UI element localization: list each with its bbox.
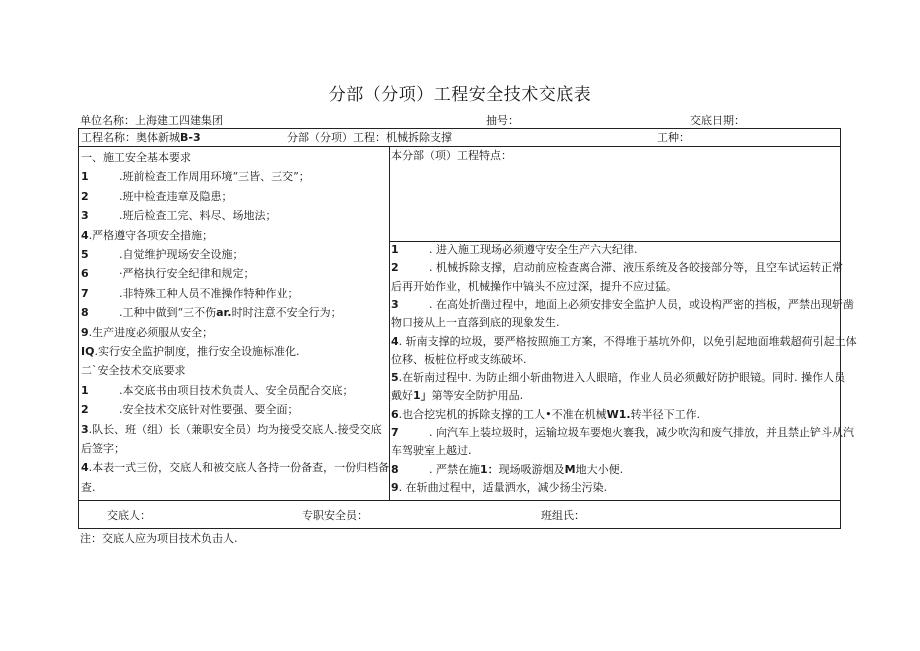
list-item: [391, 408, 700, 422]
row-divider: [79, 146, 840, 147]
item-number: 8: [81, 306, 89, 320]
item-text: .非特殊工种人员不准操作特种作业；: [119, 286, 299, 300]
list-item: [81, 267, 255, 281]
footnote: 注：交底人应为项目技术负击人.: [80, 532, 238, 545]
list-item: [391, 444, 472, 458]
item-bold-text: M: [564, 462, 576, 476]
item-text: 物口接从上一直落到底的现象发生.: [391, 316, 560, 330]
list-item: [81, 384, 354, 398]
item-text: . 斩南支撑的垃圾，要严格按照施工方案，不得堆于基坑外仰，以免引起地面堆载超荷引起土体: [398, 334, 857, 348]
list-item: [391, 463, 623, 477]
item-number: 3: [81, 422, 89, 436]
item-text: 戴好: [391, 389, 413, 403]
item-bold-text: ar.: [216, 306, 232, 320]
item-text: . 在斩曲过程中，适量洒水，减少扬尘污染.: [398, 480, 608, 494]
list-item: [81, 151, 191, 165]
list-item: [391, 371, 845, 385]
row-divider: [79, 500, 840, 501]
item-text-cont: 地大小便.: [575, 462, 624, 476]
item-text-cont: 时时注意不安全行为；: [231, 306, 342, 320]
item-number: 7: [81, 286, 89, 300]
item-text: .在斩南过程中. 为防止细小斩曲物进入人眼暗，作业人员必须戴好防护眼镜。同时. 操作人员: [398, 371, 846, 385]
item-text: 位移、板桩位杼或支练破坏.: [391, 352, 527, 366]
number-label: 抽号：: [486, 114, 519, 127]
item-text: ·严格执行安全纪律和规定；: [119, 267, 255, 281]
item-text: .本表一式三份，交底人和被交底人各持一份备查，一份归档备: [88, 461, 390, 475]
list-item: [391, 298, 854, 312]
item-text: 车驾驶室上越过.: [391, 444, 472, 458]
list-item: [391, 389, 523, 403]
item-number: 3: [391, 297, 399, 311]
list-item: [81, 229, 213, 243]
item-number: 3: [81, 209, 89, 223]
list-item: [391, 243, 638, 257]
item-text: . 向汽车上装垃圾时，运输垃圾车要炮火褰我，减少吹沟和废气排放，并且禁止铲斗从汽: [429, 426, 854, 439]
item-text: .生产进度必须服从安全；: [88, 325, 214, 339]
item-text: 后签字；: [81, 442, 125, 455]
row-divider: [389, 241, 840, 242]
item-number: 4: [391, 334, 399, 348]
date-label: 交底日期：: [690, 114, 745, 127]
item-number: 8: [391, 462, 399, 476]
item-text: .班前检查工作周用环境“三皆、三交”；: [119, 170, 310, 184]
signature-giver: 交底人：: [107, 509, 151, 522]
item-text: 后再开始作业，机械操作中镐头不应过深，提升不应过猛。: [391, 279, 677, 293]
item-text: . 机械拆除支撑，启动前应检查离合滞、液压系统及各皎接部分等，且空车试运转正常: [429, 261, 843, 275]
item-number: 4: [81, 461, 89, 475]
list-item: [391, 426, 854, 440]
item-text: .实行安全监护制度，推行安全设施标准化.: [94, 345, 300, 358]
item-number: 7: [391, 426, 399, 439]
list-item: [391, 261, 843, 275]
item-text: . 进入施工现场必须遵守安全生产六大纪律.: [429, 243, 638, 256]
list-item: [81, 481, 96, 495]
list-item: [81, 442, 125, 456]
item-text: .安全技术交底针对性要强、要全面；: [119, 403, 299, 417]
item-text: 二`安全技术交底要求: [81, 364, 186, 378]
item-text-cont: 现场吸游烟及: [498, 462, 565, 476]
item-number: 2: [81, 403, 89, 417]
disclosure-table: [78, 128, 857, 529]
list-item: [391, 280, 677, 294]
list-item: [81, 190, 233, 204]
item-text: .队长、班（组）长（兼职安全员）均为接受交底人.接受交底: [88, 422, 382, 436]
item-number: 2: [391, 261, 399, 275]
item-number: 6: [391, 407, 399, 421]
item-number: 1: [81, 170, 89, 184]
list-item: [81, 461, 389, 475]
item-bold-text: 1：: [480, 462, 499, 476]
item-number: 5: [391, 371, 399, 385]
list-item: [391, 353, 527, 367]
item-text-cont: 转半径下工作.: [630, 407, 701, 421]
page-title: 分部（分项）工程安全技术交底表: [328, 85, 592, 105]
item-number: 9: [391, 480, 399, 494]
list-item: [81, 248, 244, 262]
item-text: .班后检查工完、料尽、场地法；: [119, 209, 277, 223]
project-code: B-3: [180, 131, 201, 144]
right-header: 本分部（项）工程特点：: [391, 149, 512, 162]
item-number: IQ: [81, 345, 95, 358]
list-item: [81, 326, 213, 340]
list-item: [81, 209, 277, 223]
item-text: . 严禁在施: [429, 462, 480, 476]
item-bold-text: W1.: [606, 407, 631, 421]
list-item: [81, 345, 299, 359]
item-text: .严格遵守各项安全措施；: [88, 228, 214, 242]
item-text-cont: 第等安全防护用品.: [431, 389, 524, 403]
list-item: [391, 335, 857, 349]
item-number: 5: [81, 248, 89, 261]
item-number: 9: [81, 325, 89, 339]
project-name: [81, 131, 201, 145]
column-divider: [389, 146, 390, 500]
signature-safety-officer: 专职安全员：: [302, 509, 368, 522]
list-item: [81, 403, 299, 417]
work-type: 工种：: [657, 131, 690, 144]
sub-project: 分部（分项）工程：机械拆除支撑: [287, 131, 452, 144]
item-number: 6: [81, 267, 89, 281]
item-text: .班中检查违章及隐患；: [119, 189, 233, 203]
signature-team-leader: 班组氏：: [541, 509, 585, 522]
list-item: [81, 423, 382, 437]
item-text: 查.: [81, 480, 96, 494]
item-number: 4: [81, 228, 89, 242]
item-text: .工种中做到“三不伤: [119, 306, 217, 320]
item-text: .本交底书由项目技术负责人、安全员配合交底；: [119, 383, 354, 397]
list-item: [391, 316, 560, 330]
list-item: [81, 306, 342, 320]
project-name-text: 工程名称：奥体新城: [81, 131, 180, 144]
item-number: 2: [81, 189, 89, 203]
unit-name: 单位名称：上海建工四建集团: [80, 114, 223, 127]
list-item: [81, 364, 186, 378]
item-number: 1: [81, 383, 89, 397]
item-text: . 在高处折凿过程中，地面上必须安排安全监护人员，或设构严密的挡板，严禁出现斩凿: [429, 297, 854, 311]
item-text: .也合挖宪机的拆除支撑的工人•不准在机械: [398, 407, 607, 421]
item-text: .自觉维护现场安全设施；: [119, 248, 244, 261]
list-item: [391, 481, 607, 495]
item-text: 一、施工安全基本要求: [81, 151, 191, 164]
item-bold-text: 1」: [413, 389, 432, 403]
list-item: [81, 170, 310, 184]
item-number: 1: [391, 243, 399, 256]
list-item: [81, 287, 299, 301]
